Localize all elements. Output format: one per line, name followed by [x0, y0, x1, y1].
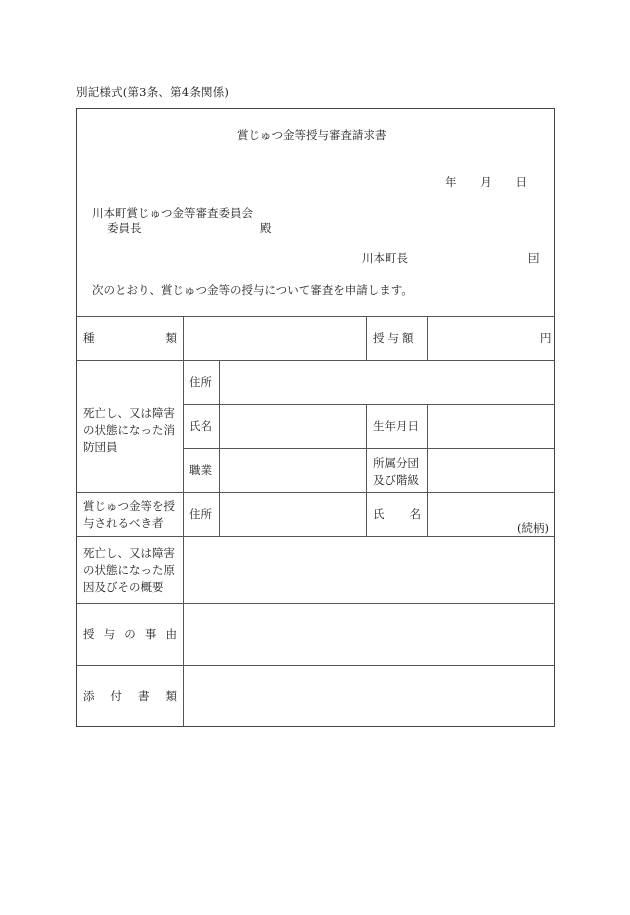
attachments-char: 付 [110, 689, 122, 703]
date-line [445, 174, 527, 190]
cause-label: 死亡し、又は障害の状態になった原因及びその概要 [83, 546, 175, 594]
attachments-label [83, 689, 177, 704]
recipient-name-label [373, 507, 421, 522]
deceased-member-label: 死亡し、又は障害の状態になった消防団員 [83, 406, 175, 454]
rule [77, 492, 554, 493]
rule [77, 316, 554, 317]
name-label: 氏名 [189, 419, 212, 433]
reason-label [83, 627, 177, 642]
reason-char: 事 [144, 627, 157, 641]
rule [366, 404, 367, 536]
type-label [83, 331, 177, 346]
request-form [76, 108, 555, 727]
reason-char: 由 [165, 627, 177, 641]
day-label: 日 [515, 175, 527, 189]
reason-char: の [124, 627, 136, 641]
sender-title: 川本町長 [362, 251, 408, 265]
unit-rank-label: 所属分団及び階級 [373, 456, 419, 487]
honorific: 殿 [260, 221, 272, 235]
rule [183, 404, 554, 405]
type-label-char: 類 [165, 331, 177, 345]
form-title: 賞じゅつ金等授与審査請求書 [237, 128, 387, 142]
rule [183, 448, 554, 449]
attachments-char: 書 [138, 689, 150, 703]
recipient-label: 賞じゅつ金等を授与されるべき者 [83, 499, 175, 530]
name-char: 氏 [373, 507, 385, 521]
occupation-label: 職業 [189, 463, 212, 477]
address-label: 住所 [189, 375, 212, 389]
birthdate-label: 生年月日 [373, 419, 419, 433]
yen-label: 円 [540, 331, 552, 345]
reason-char: 与 [103, 627, 116, 641]
attachments-char: 類 [165, 689, 177, 703]
reason-char: 授 [83, 627, 95, 641]
relationship-label: (続柄) [517, 521, 549, 535]
rule [219, 360, 220, 536]
rule [183, 316, 184, 727]
rule [77, 536, 554, 537]
rule [427, 316, 428, 360]
year-label: 年 [445, 175, 457, 189]
month-label: 月 [480, 175, 492, 189]
rule [427, 404, 428, 536]
addressee-title: 委員長 [107, 221, 142, 235]
rule [77, 360, 554, 361]
seal-mark: 囙 [528, 251, 540, 265]
amount-label: 授与額 [373, 331, 417, 345]
rule [77, 603, 554, 604]
name-char: 名 [409, 507, 421, 521]
rule [366, 316, 367, 360]
request-statement: 次のとおり、賞じゅつ金等の授与について審査を申請します。 [92, 283, 413, 297]
form-caption: 別記様式(第3条、第4条関係) [76, 85, 230, 99]
rule [77, 665, 554, 666]
recipient-address-label: 住所 [189, 507, 212, 521]
attachments-char: 添 [83, 689, 95, 703]
type-label-char: 種 [83, 331, 95, 345]
addressee-org: 川本町賞じゅつ金等審査委員会 [92, 206, 253, 220]
